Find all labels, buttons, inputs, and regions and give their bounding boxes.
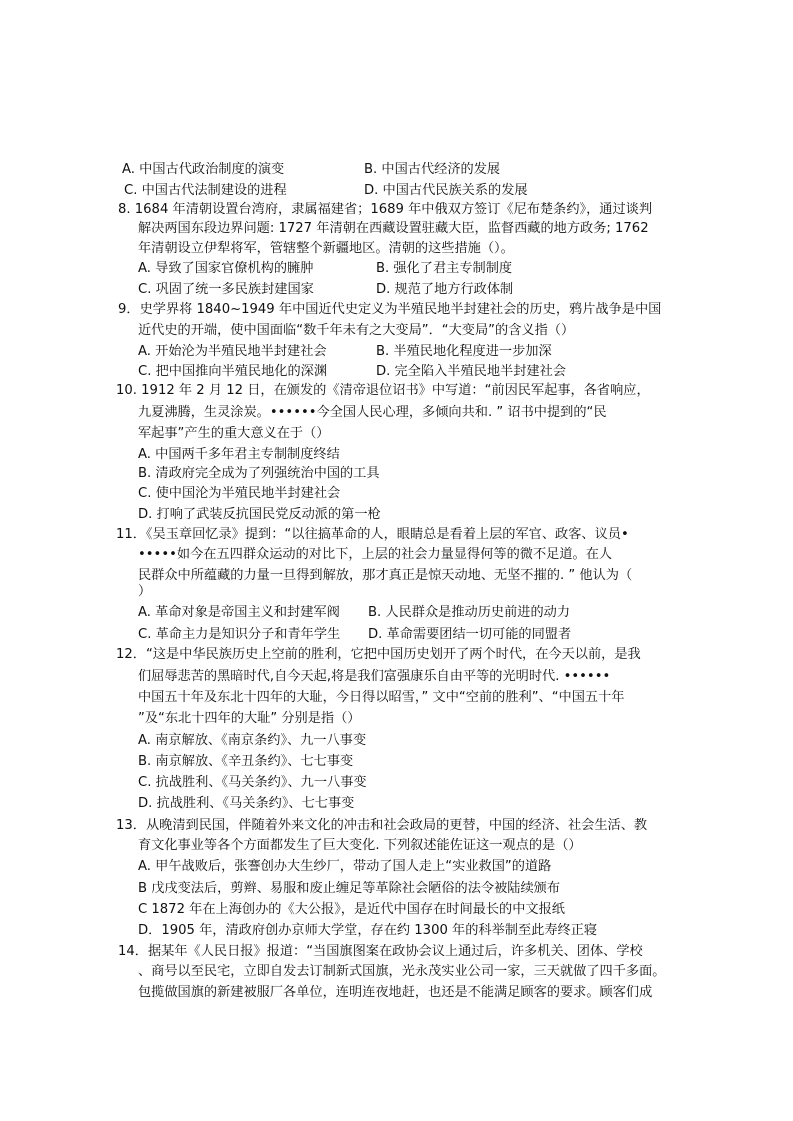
q13-option-a: A. 甲午战败后，张謇创办大生纱厂，带动了国人走上“实业救国”的道路	[138, 859, 552, 874]
q10-stem-line1: 10. 1912 年 2 月 12 日，在颁发的《清帝退位诏书》中写道：“前因民军起事，各省响应，	[116, 383, 650, 398]
q11-stem-line2: •••••如今在五四群众运动的对比下，上层的社会力量显得何等的微不足道。在人	[138, 547, 613, 562]
q12-stem-line2: 们屈辱悲苦的黑暗时代,自今天起,将是我们富强康乐自由平等的光明时代. ••••••	[138, 669, 611, 684]
q11-option-b: B. 人民群众是推动历史前进的动力	[368, 605, 571, 620]
q11-stem-line1: 11．《吴玉章回忆录》提到：“以往搞革命的人，眼睛总是看着上层的军官、政客、议员•	[116, 527, 629, 542]
q13-stem-line1: 13．从晚清到民国，伴随着外来文化的冲击和社会政局的更替，中国的经济、社会生活、教	[116, 818, 648, 833]
q11-option-a: A. 革命对象是帝国主义和封建军阀	[138, 605, 340, 620]
q14-stem-line1: 14．据某年《人民日报》报道：“当国旗图案在政协会议上通过后，许多机关、团体、学校	[118, 944, 643, 959]
q8-option-b: B. 强化了君主专制制度	[376, 261, 513, 276]
q11-option-c: C. 革命主力是知识分子和青年学生	[138, 627, 341, 642]
q12-stem-line4: ”及“东北十四年的大耻” 分别是指（）	[138, 711, 361, 726]
q7-option-a: A. 中国古代政治制度的演变	[122, 162, 285, 177]
q12-option-a: A. 南京解放、《南京条约》、九一八事变	[138, 733, 367, 748]
q11-option-d: D. 革命需要团结一切可能的同盟者	[368, 627, 572, 642]
q13-option-b: B 戊戌变法后，剪辫、易服和废止缠足等革除社会陋俗的法令被陆续颁布	[138, 881, 561, 896]
q7-option-c: C. 中国古代法制建设的进程	[124, 183, 287, 198]
q8-stem-line2: 解决两国东段边界问题: 1727 年清朝在西藏设置驻藏大臣，监督西藏的地方政务; 1762	[138, 221, 649, 236]
q9-stem-line1: 9．史学界将 1840~1949 年中国近代史定义为半殖民地半封建社会的历史，鸦片战争是中国	[118, 302, 662, 317]
q9-option-d: D. 完全陷入半殖民地半封建社会	[376, 364, 566, 379]
q9-option-a: A. 开始沦为半殖民地半封建社会	[138, 344, 327, 359]
q12-option-b: B. 南京解放、《辛丑条约》、七七事变	[138, 754, 354, 769]
q11-stem-line4: ）	[138, 584, 152, 599]
q10-option-a: A. 中国两千多年君主专制制度终结	[138, 447, 340, 462]
q12-option-c: C. 抗战胜利、《马关条约》、九一八事变	[138, 775, 367, 790]
q9-stem-line2: 近代史的开端，使中国面临“数千年未有之大变局”．“大变局”的含义指（）	[138, 323, 575, 338]
q8-option-d: D. 规范了地方行政体制	[376, 282, 514, 297]
q10-stem-line2: 九夏沸腾，生灵涂炭。••••••今全国人民心理，多倾向共和. ” 诏书中提到的“民	[138, 405, 607, 420]
q13-option-d: D．1905 年，清政府创办京师大学堂，存在约 1300 年的科举制至此寿终正寝	[138, 923, 598, 938]
q14-stem-line2: 、商号以至民宅，立即自发去订制新式国旗，光永茂实业公司一家，三天就做了四千多面。	[138, 964, 666, 979]
q8-stem-line1: 8. 1684 年清朝设置台湾府，隶属福建省；1689 年中俄双方签订《尼布楚条约》，通过谈判	[118, 202, 653, 217]
q13-option-c: C 1872 年在上海创办的《大公报》，是近代中国存在时间最长的中文报纸	[138, 902, 565, 917]
q8-stem-line3: 年清朝设立伊犁将军，管辖整个新疆地区。清朝的这些措施（）。	[138, 241, 514, 256]
q12-stem-line1: 12．“这是中华民族历史上空前的胜利，它把中国历史划开了两个时代，在今天以前，是我	[116, 647, 641, 662]
q10-stem-line3: 军起事”产生的重大意义在于（）	[138, 426, 330, 441]
q9-option-b: B. 半殖民地化程度进一步加深	[376, 344, 552, 359]
q13-stem-line2: 育文化事业等各个方面都发生了巨大变化. 下列叙述能佐证这一观点的是（）	[138, 838, 582, 853]
q9-option-c: C. 把中国推向半殖民地化的深渊	[138, 364, 328, 379]
q11-stem-line3: 民群众中所蕴藏的力量一旦得到解放，那才真正是惊天动地、无坚不摧的. ” 他认为（	[138, 568, 633, 583]
q8-option-a: A. 导致了国家官僚机构的臃肿	[138, 261, 314, 276]
q10-option-d: D. 打响了武装反抗国民党反动派的第一枪	[138, 507, 381, 522]
q12-stem-line3: 中国五十年及东北十四年的大耻，今日得以昭雪，” 文中“空前的胜利”、“中国五十年	[138, 690, 625, 705]
q14-stem-line3: 包揽做国旗的新建被服厂各单位，连明连夜地赶，也还是不能满足顾客的要求。顾客们成	[138, 985, 653, 1000]
q7-option-b: B. 中国古代经济的发展	[364, 162, 501, 177]
q7-option-d: D. 中国古代民族关系的发展	[364, 183, 528, 198]
q10-option-b: B. 清政府完全成为了列强统治中国的工具	[138, 466, 380, 481]
q8-option-c: C. 巩固了统一多民族封建国家	[138, 282, 314, 297]
q12-option-d: D. 抗战胜利、《马关条约》、七七事变	[138, 796, 355, 811]
q10-option-c: C. 使中国沦为半殖民地半封建社会	[138, 486, 341, 501]
